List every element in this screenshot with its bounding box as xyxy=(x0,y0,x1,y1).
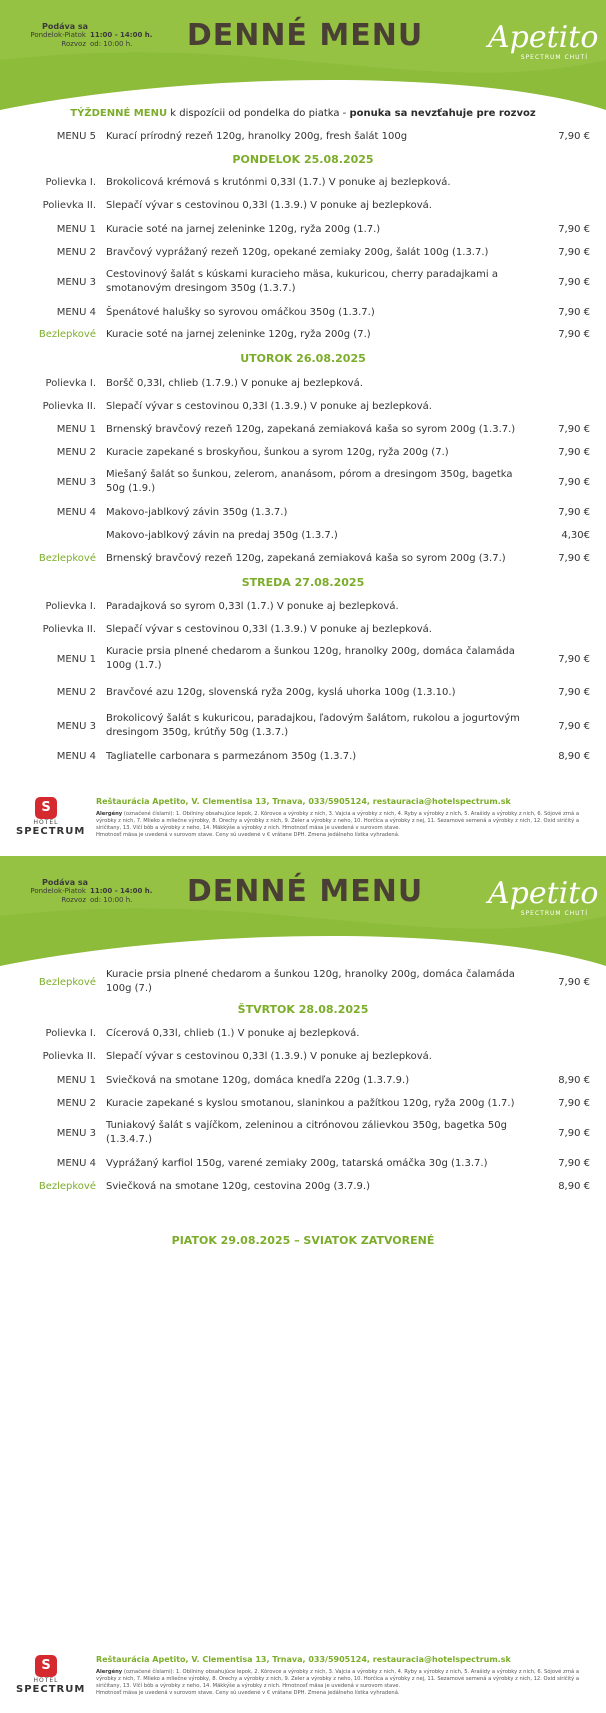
item-price: 4,30€ xyxy=(561,530,590,541)
header xyxy=(0,856,606,966)
item-desc: Kuracie soté na jarnej zeleninke 120g, ryža 200g (7.) xyxy=(106,329,371,340)
page-title: DENNÉ MENU xyxy=(186,18,424,53)
spectrum-s-icon: S xyxy=(35,797,57,819)
item-label: Bezlepkové xyxy=(38,329,96,340)
item-label: MENU 4 xyxy=(56,1158,96,1169)
logo-spectrum: SPECTRUM xyxy=(16,1684,86,1695)
serving-time: 11:00 - 14:00 h. xyxy=(90,887,153,895)
item-desc: Slepačí vývar s cestovinou 0,33l (1.3.9.) V ponuke aj bezlepková. xyxy=(106,401,432,412)
item-desc: Sviečková na smotane 120g, cestovina 200g (3.7.9.) xyxy=(106,1181,370,1192)
item-label: Polievka II. xyxy=(42,624,96,635)
footer xyxy=(0,1653,606,1713)
item-price: 7,90 € xyxy=(558,424,590,435)
item-desc: Kuracie soté na jarnej zeleninke 120g, ryža 200g (1.7.) xyxy=(106,224,381,235)
weekly-prefix: TÝŽDENNÉ MENU xyxy=(70,108,168,119)
item-desc: Kurací prírodný rezeň 120g, hranolky 200g, fresh šalát 100g xyxy=(106,131,408,142)
item-label: Polievka I. xyxy=(45,1028,96,1039)
menu-page-1 xyxy=(0,0,606,856)
item-price: 7,90 € xyxy=(558,1128,590,1139)
item-label: Polievka II. xyxy=(42,401,96,412)
item-desc: Kuracie zapekané s broskyňou, šunkou a syrom 120g, ryža 200g (7.) xyxy=(106,447,449,458)
item-label: MENU 4 xyxy=(56,307,96,318)
apetito-logo xyxy=(488,20,599,72)
item-price: 7,90 € xyxy=(558,654,590,665)
item-desc: Boršč 0,33l, chlieb (1.7.9.) V ponuke aj bezlepková. xyxy=(106,378,363,389)
allergens-label: Alergény xyxy=(96,1669,123,1675)
item-desc: Brokolicová krémová s krutónmi 0,33l (1.7.) V ponuke aj bezlepková. xyxy=(106,177,451,188)
item-label: MENU 3 xyxy=(56,721,96,732)
menu-page-2 xyxy=(0,856,606,1713)
item-desc: Miešaný šalát so šunkou, zelerom, ananásom, pórom a dresingom 350g, bagetka 50g (1.9.) xyxy=(106,469,513,494)
delivery-label: Rozvoz xyxy=(61,896,86,904)
delivery-time: od: 10:00 h. xyxy=(90,896,133,904)
allergens-label: Alergény xyxy=(96,811,123,817)
hotel-spectrum-logo xyxy=(16,1655,86,1695)
serving-hours xyxy=(10,22,160,49)
footer xyxy=(0,795,606,855)
item-label: MENU 1 xyxy=(56,224,96,235)
serving-hours xyxy=(10,878,160,905)
allergens-text: (označené číslami): 1. Obilniny obsahujúce lepok, 2. Kôrovce a výrobky z nich, 3. Vajcia a výrobky z nich, 4. Ryby a výrobky z nich, 5. Arašidy a výrobky z nich, 6. Sójové zrná a výrobky z nich, 7. Mlieko a mliečne výrobky, 8. Orechy a výrobky z nich, 9. Zeler a výrobky z neho, 10. Horčica a výrobky z nej, 11. Sezamové semená a výrobky z nich, 12. Oxid siričitý a siričitany, 13. Vlčí bôb a výrobky z neho, 14. Mäkkýše a výrobky z nich. Hmotnosť mäsa je uvedená v surovom stave. xyxy=(96,811,580,831)
logo-hotel: HOTEL xyxy=(33,819,59,826)
item-desc: Cícerová 0,33l, chlieb (1.) V ponuke aj bezlepková. xyxy=(106,1028,360,1039)
item-price: 7,90 € xyxy=(558,1158,590,1169)
logo-name: Apetito xyxy=(488,876,599,911)
item-label: MENU 4 xyxy=(56,507,96,518)
item-desc: Makovo-jablkový závin na predaj 350g (1.3.7.) xyxy=(106,530,338,541)
item-desc: Vyprážaný karfiol 150g, varené zemiaky 200g, tatarská omáčka 30g (1.3.7.) xyxy=(106,1158,488,1169)
day-title-thursday: ŠTVRTOK 28.08.2025 xyxy=(237,1003,369,1016)
item-price: 7,90 € xyxy=(558,131,590,142)
item-price: 7,90 € xyxy=(558,1098,590,1109)
item-desc: Kuracie zapekané s kyslou smotanou, slaninkou a pažítkou 120g, ryža 200g (1.7.) xyxy=(106,1098,515,1109)
item-label: MENU 2 xyxy=(56,247,96,258)
item-label: MENU 3 xyxy=(56,477,96,488)
item-label: MENU 2 xyxy=(56,1098,96,1109)
allergens-note: Hmotnosť mäsa je uvedená v surovom stave. Ceny sú uvedené v € vrátane DPH. Zmena jedálneho lístka vyhradená. xyxy=(96,832,400,838)
restaurant-address: Reštaurácia Apetito, V. Clementisa 13, Trnava, 033/5905124, restauracia@hotelspectrum.sk xyxy=(96,1655,511,1664)
item-label: Polievka II. xyxy=(42,1051,96,1062)
day-title-wednesday: STREDA 27.08.2025 xyxy=(241,576,365,589)
item-price: 7,90 € xyxy=(558,977,590,988)
allergens-text: (označené číslami): 1. Obilniny obsahujúce lepok, 2. Kôrovce a výrobky z nich, 3. Vajcia a výrobky z nich, 4. Ryby a výrobky z nich, 5. Arašidy a výrobky z nich, 6. Sójové zrná a výrobky z nich, 7. Mlieko a mliečne výrobky, 8. Orechy a výrobky z nich, 9. Zeler a výrobky z neho, 10. Horčica a výrobky z nej, 11. Sezamové semená a výrobky z nich, 12. Oxid siričitý a siričitany, 13. Vlčí bôb a výrobky z neho, 14. Mäkkýše a výrobky z nich. Hmotnosť mäsa je uvedená v surovom stave. xyxy=(96,1669,580,1689)
item-price: 7,90 € xyxy=(558,687,590,698)
item-desc: Kuracie prsia plnené chedarom a šunkou 120g, hranolky 200g, domáca čalamáda 100g (7.) xyxy=(106,969,515,994)
item-label: Polievka I. xyxy=(45,601,96,612)
item-label: Polievka I. xyxy=(45,378,96,389)
item-label: MENU 1 xyxy=(56,1075,96,1086)
item-label: MENU 3 xyxy=(56,1128,96,1139)
item-price: 7,90 € xyxy=(558,553,590,564)
serving-days: Pondelok-Piatok xyxy=(30,887,86,895)
item-label: Bezlepkové xyxy=(38,977,96,988)
item-label: MENU 2 xyxy=(56,447,96,458)
item-desc: Špenátové halušky so syrovou omáčkou 350g (1.3.7.) xyxy=(106,307,375,318)
header xyxy=(0,0,606,110)
delivery-time: od: 10:00 h. xyxy=(90,40,133,48)
serving-title: Podáva sa xyxy=(42,878,89,887)
apetito-logo xyxy=(488,876,599,928)
item-label: Bezlepkové xyxy=(38,553,96,564)
allergens-info xyxy=(96,811,596,839)
item-desc: Brnenský bravčový rezeň 120g, zapekaná zemiaková kaša so syrom 200g (1.3.7.) xyxy=(106,424,516,435)
item-desc: Bravčové azu 120g, slovenská ryža 200g, kyslá uhorka 100g (1.3.10.) xyxy=(106,687,456,698)
item-label: MENU 4 xyxy=(56,751,96,762)
delivery-label: Rozvoz xyxy=(61,40,86,48)
item-desc: Sviečková na smotane 120g, domáca knedľa 220g (1.3.7.9.) xyxy=(106,1075,410,1086)
serving-title: Podáva sa xyxy=(42,22,89,31)
item-desc: Brnenský bravčový rezeň 120g, zapekaná zemiaková kaša so syrom 200g (3.7.) xyxy=(106,553,506,564)
day-title-monday: PONDELOK 25.08.2025 xyxy=(232,153,374,166)
item-price: 8,90 € xyxy=(558,751,590,762)
item-price: 7,90 € xyxy=(558,477,590,488)
item-desc: Paradajková so syrom 0,33l (1.7.) V ponuke aj bezlepková. xyxy=(106,601,399,612)
item-desc: Kuracie prsia plnené chedarom a šunkou 120g, hranolky 200g, domáca čalamáda 100g (1.7.) xyxy=(106,646,515,671)
weekly-suffix: ponuka sa nevzťahuje pre rozvoz xyxy=(349,108,536,119)
item-price: 7,90 € xyxy=(558,507,590,518)
logo-hotel: HOTEL xyxy=(33,1677,59,1684)
serving-days: Pondelok-Piatok xyxy=(30,31,86,39)
item-desc: Tuniakový šalát s vajíčkom, zeleninou a citrónovou zálievkou 350g, bagetka 50g (1.3.4.7.) xyxy=(106,1120,507,1145)
friday-closed-notice: PIATOK 29.08.2025 – SVIATOK ZATVORENÉ xyxy=(171,1234,435,1247)
item-price: 7,90 € xyxy=(558,721,590,732)
day-title-tuesday: UTOROK 26.08.2025 xyxy=(240,352,366,365)
item-price: 7,90 € xyxy=(558,329,590,340)
item-desc: Slepačí vývar s cestovinou 0,33l (1.3.9.) V ponuke aj bezlepková. xyxy=(106,200,432,211)
logo-tagline: SPECTRUM CHUTÍ xyxy=(520,54,588,61)
weekly-note xyxy=(0,108,606,119)
item-price: 7,90 € xyxy=(558,447,590,458)
serving-time: 11:00 - 14:00 h. xyxy=(90,31,153,39)
item-price: 7,90 € xyxy=(558,224,590,235)
logo-name: Apetito xyxy=(488,20,599,55)
item-label: Polievka II. xyxy=(42,200,96,211)
item-label: MENU 1 xyxy=(56,424,96,435)
item-label: MENU 2 xyxy=(56,687,96,698)
item-price: 8,90 € xyxy=(558,1181,590,1192)
item-desc: Makovo-jablkový závin 350g (1.3.7.) xyxy=(106,507,288,518)
item-label: Polievka I. xyxy=(45,177,96,188)
item-price: 7,90 € xyxy=(558,247,590,258)
item-desc: Brokolicový šalát s kukuricou, paradajkou, ľadovým šalátom, rukolou a jogurtovým dresingom 350g, krútňy 50g (1.3.7.) xyxy=(106,713,520,738)
item-price: 7,90 € xyxy=(558,307,590,318)
item-price: 8,90 € xyxy=(558,1075,590,1086)
allergens-note: Hmotnosť mäsa je uvedená v surovom stave. Ceny sú uvedené v € vrátane DPH. Zmena jedálneho lístka vyhradená. xyxy=(96,1690,400,1696)
spectrum-s-icon: S xyxy=(35,1655,57,1677)
item-label: MENU 5 xyxy=(56,131,96,142)
item-desc: Slepačí vývar s cestovinou 0,33l (1.3.9.) V ponuke aj bezlepková. xyxy=(106,624,432,635)
item-label: MENU 3 xyxy=(56,277,96,288)
item-price: 7,90 € xyxy=(558,277,590,288)
logo-tagline: SPECTRUM CHUTÍ xyxy=(520,910,588,917)
restaurant-address: Reštaurácia Apetito, V. Clementisa 13, Trnava, 033/5905124, restauracia@hotelspectrum.sk xyxy=(96,797,511,806)
logo-spectrum: SPECTRUM xyxy=(16,826,86,837)
item-label: MENU 1 xyxy=(56,654,96,665)
item-label: Bezlepkové xyxy=(38,1181,96,1192)
page-title: DENNÉ MENU xyxy=(186,874,424,909)
item-desc: Cestovinový šalát s kúskami kuracieho mäsa, kukuricou, cherry paradajkami a smotanovým dresingom 350g (1.3.7.) xyxy=(106,269,498,294)
item-desc: Slepačí vývar s cestovinou 0,33l (1.3.9.) V ponuke aj bezlepková. xyxy=(106,1051,432,1062)
allergens-info xyxy=(96,1669,596,1697)
item-desc: Bravčový vyprážaný rezeň 120g, opekané zemiaky 200g, šalát 100g (1.3.7.) xyxy=(106,247,489,258)
weekly-middle: k dispozícii od pondelka do piatka - xyxy=(167,108,350,119)
item-desc: Tagliatelle carbonara s parmezánom 350g (1.3.7.) xyxy=(106,751,357,762)
hotel-spectrum-logo xyxy=(16,797,86,837)
